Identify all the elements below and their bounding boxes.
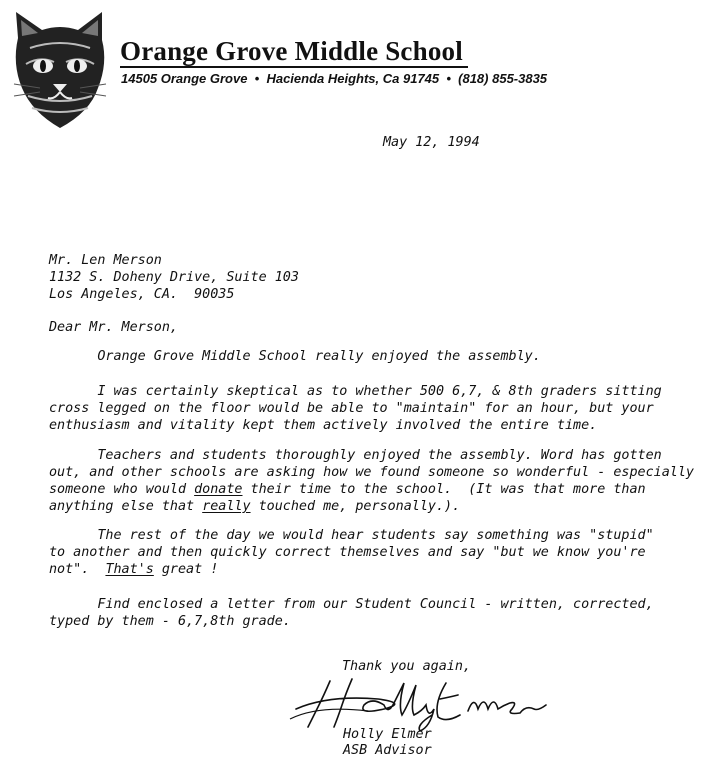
school-address: 14505 Orange Grove • Hacienda Heights, Ca 91745 • (818) 855-3835 [121, 71, 548, 86]
paragraph-2 [49, 383, 662, 434]
paragraph-line: enthusiasm and vitality kept them actively involved the entire time. [49, 418, 598, 433]
paragraph-line: Orange Grove Middle School really enjoyed the assembly. [49, 349, 541, 364]
paragraph-line: cross legged on the floor would be able to "maintain" for an hour, but your [49, 401, 654, 416]
paragraph-line [49, 561, 654, 578]
text-run: touched me, personally.). [250, 499, 461, 514]
underlined-word: donate [194, 482, 243, 497]
paragraph-line [49, 498, 694, 515]
signer-name: Holly Elmer [343, 727, 432, 742]
salutation: Dear Mr. Merson, [49, 320, 178, 335]
text-run: their time to the school. (It was that more than [242, 482, 646, 497]
paragraph-line: The rest of the day we would hear students say something was "stupid" [49, 528, 654, 543]
text-run: not". [49, 562, 106, 577]
paragraph-line: out, and other schools are asking how we found someone so wonderful - especially [49, 465, 694, 480]
signer-title: ASB Advisor [343, 743, 432, 758]
closing: Thank you again, [342, 659, 471, 674]
school-name: Orange Grove Middle School [120, 36, 463, 66]
paragraph-3 [49, 447, 694, 515]
text-run: great ! [153, 562, 219, 577]
underlined-word: That's [105, 562, 154, 577]
letterhead-divider [120, 66, 468, 68]
paragraph-line: Find enclosed a letter from our Student Council - written, corrected, [49, 597, 654, 612]
cat-head-logo-icon [10, 8, 110, 133]
recipient-name: Mr. Len Merson [49, 253, 162, 268]
underlined-word: really [202, 499, 251, 514]
text-run: anything else that [49, 499, 203, 514]
paragraph-4 [49, 527, 654, 578]
text-run: someone who would [49, 482, 195, 497]
paragraph-line [49, 481, 694, 498]
paragraph-line: I was certainly skeptical as to whether 500 6,7, & 8th graders sitting [49, 384, 662, 399]
recipient-city: Los Angeles, CA. 90035 [49, 287, 235, 302]
paragraph-5 [49, 596, 654, 630]
paragraph-line: typed by them - 6,7,8th grade. [49, 614, 291, 629]
paragraph-1 [49, 348, 541, 365]
letter-date: May 12, 1994 [383, 135, 480, 150]
handwritten-signature [288, 675, 553, 733]
recipient-address [49, 252, 299, 303]
paragraph-line: Teachers and students thoroughly enjoyed the assembly. Word has gotten [49, 448, 662, 463]
paragraph-line: to another and then quickly correct themselves and say "but we know you're [49, 545, 646, 560]
recipient-street: 1132 S. Doheny Drive, Suite 103 [49, 270, 299, 285]
